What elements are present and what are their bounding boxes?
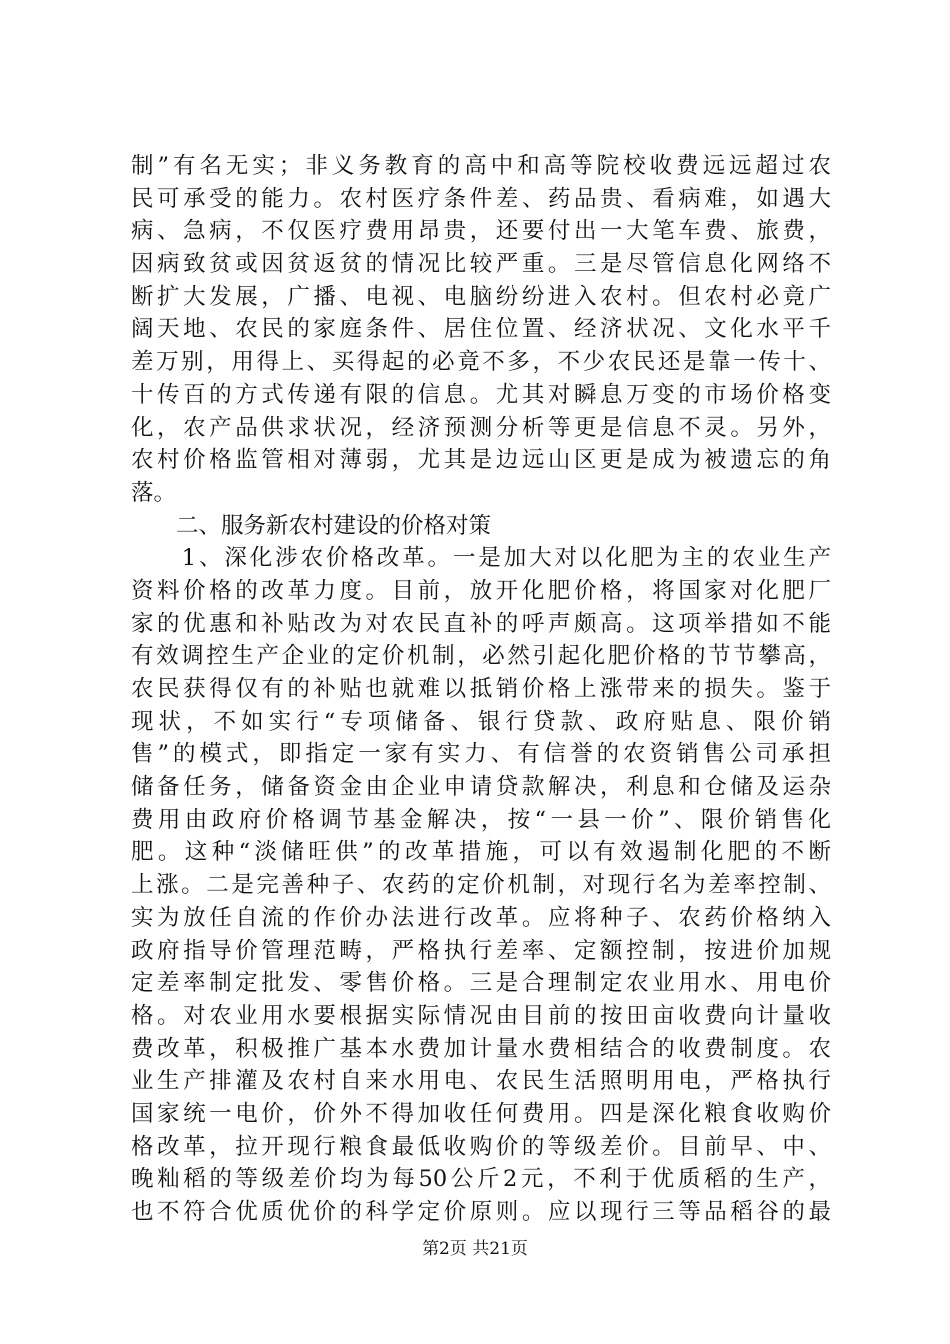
text-line: 政府指导价管理范畴，严格执行差率、定额控制，按进价加规 <box>131 937 831 964</box>
text-line: 断扩大发展，广播、电视、电脑纷纷进入农村。但农村必竟广 <box>131 283 831 310</box>
body-text <box>131 150 831 1229</box>
page-footer: 第2页 共21页 <box>422 1239 528 1259</box>
text-line: 也不符合优质优价的科学定价原则。应以现行三等品稻谷的最 <box>131 1199 831 1225</box>
text-line: 资料价格的改革力度。目前，放开化肥价格，将国家对化肥厂 <box>131 577 831 604</box>
text-line: 上涨。二是完善种子、农药的定价机制，对现行名为差率控制、 <box>131 872 831 899</box>
text-line: 家的优惠和补贴改为对农民直补的呼声颇高。这项举措如不能 <box>131 610 831 637</box>
text-line: 晚籼稻的等级差价均为每50公斤2元，不利于优质稻的生产， <box>131 1166 831 1193</box>
text-line: 民可承受的能力。农村医疗条件差、药品贵、看病难，如遇大 <box>131 185 831 212</box>
text-line: 格改革，拉开现行粮食最低收购价的等级差价。目前早、中、 <box>131 1133 831 1160</box>
text-line: 病、急病，不仅医疗费用昂贵，还要付出一大笔车费、旅费， <box>131 218 831 245</box>
text-line: 费用由政府价格调节基金解决，按“一县一价”、限价销售化 <box>131 806 831 833</box>
text-line: 阔天地、农民的家庭条件、居住位置、经济状况、文化水平千 <box>131 316 831 343</box>
text-line: 化，农产品供求状况，经济预测分析等更是信息不灵。另外， <box>131 414 831 441</box>
text-line: 定差率制定批发、零售价格。三是合理制定农业用水、用电价 <box>131 970 831 997</box>
text-line: 格。对农业用水要根据实际情况由目前的按田亩收费向计量收 <box>131 1002 831 1029</box>
text-line: 现状，不如实行“专项储备、银行贷款、政府贴息、限价销 <box>131 708 831 735</box>
text-line: 农民获得仅有的补贴也就难以抵销价格上涨带来的损失。鉴于 <box>131 676 831 702</box>
text-line: 有效调控生产企业的定价机制，必然引起化肥价格的节节攀高， <box>131 643 831 670</box>
text-line: 制”有名无实；非义务教育的高中和高等院校收费远远超过农 <box>131 153 831 179</box>
text-line: 费改革，积极推广基本水费加计量水费相结合的收费制度。农 <box>131 1035 831 1062</box>
text-line: 实为放任自流的作价办法进行改革。应将种子、农药价格纳入 <box>131 904 831 931</box>
text-line: 国家统一电价，价外不得加收任何费用。四是深化粮食收购价 <box>131 1100 831 1127</box>
text-line: 储备任务，储备资金由企业申请贷款解决，利息和仓储及运杂 <box>131 774 831 801</box>
text-line: 十传百的方式传递有限的信息。尤其对瞬息万变的市场价格变 <box>131 381 831 408</box>
text-line: 1、深化涉农价格改革。一是加大对以化肥为主的农业生产 <box>131 545 831 572</box>
text-line: 售”的模式，即指定一家有实力、有信誉的农资销售公司承担 <box>131 741 831 768</box>
text-line: 差万别，用得上、买得起的必竟不多，不少农民还是靠一传十、 <box>131 349 831 376</box>
text-line: 业生产排灌及农村自来水用电、农民生活照明用电，严格执行 <box>131 1068 831 1095</box>
text-line: 二、服务新农村建设的价格对策 <box>131 512 492 539</box>
text-line: 因病致贫或因贫返贫的情况比较严重。三是尽管信息化网络不 <box>131 251 831 278</box>
text-line: 农村价格监管相对薄弱，尤其是边远山区更是成为被遗忘的角 <box>131 447 831 474</box>
text-line: 肥。这种“淡储旺供”的改革措施，可以有效遏制化肥的不断 <box>131 839 831 866</box>
text-line: 落。 <box>131 479 177 506</box>
